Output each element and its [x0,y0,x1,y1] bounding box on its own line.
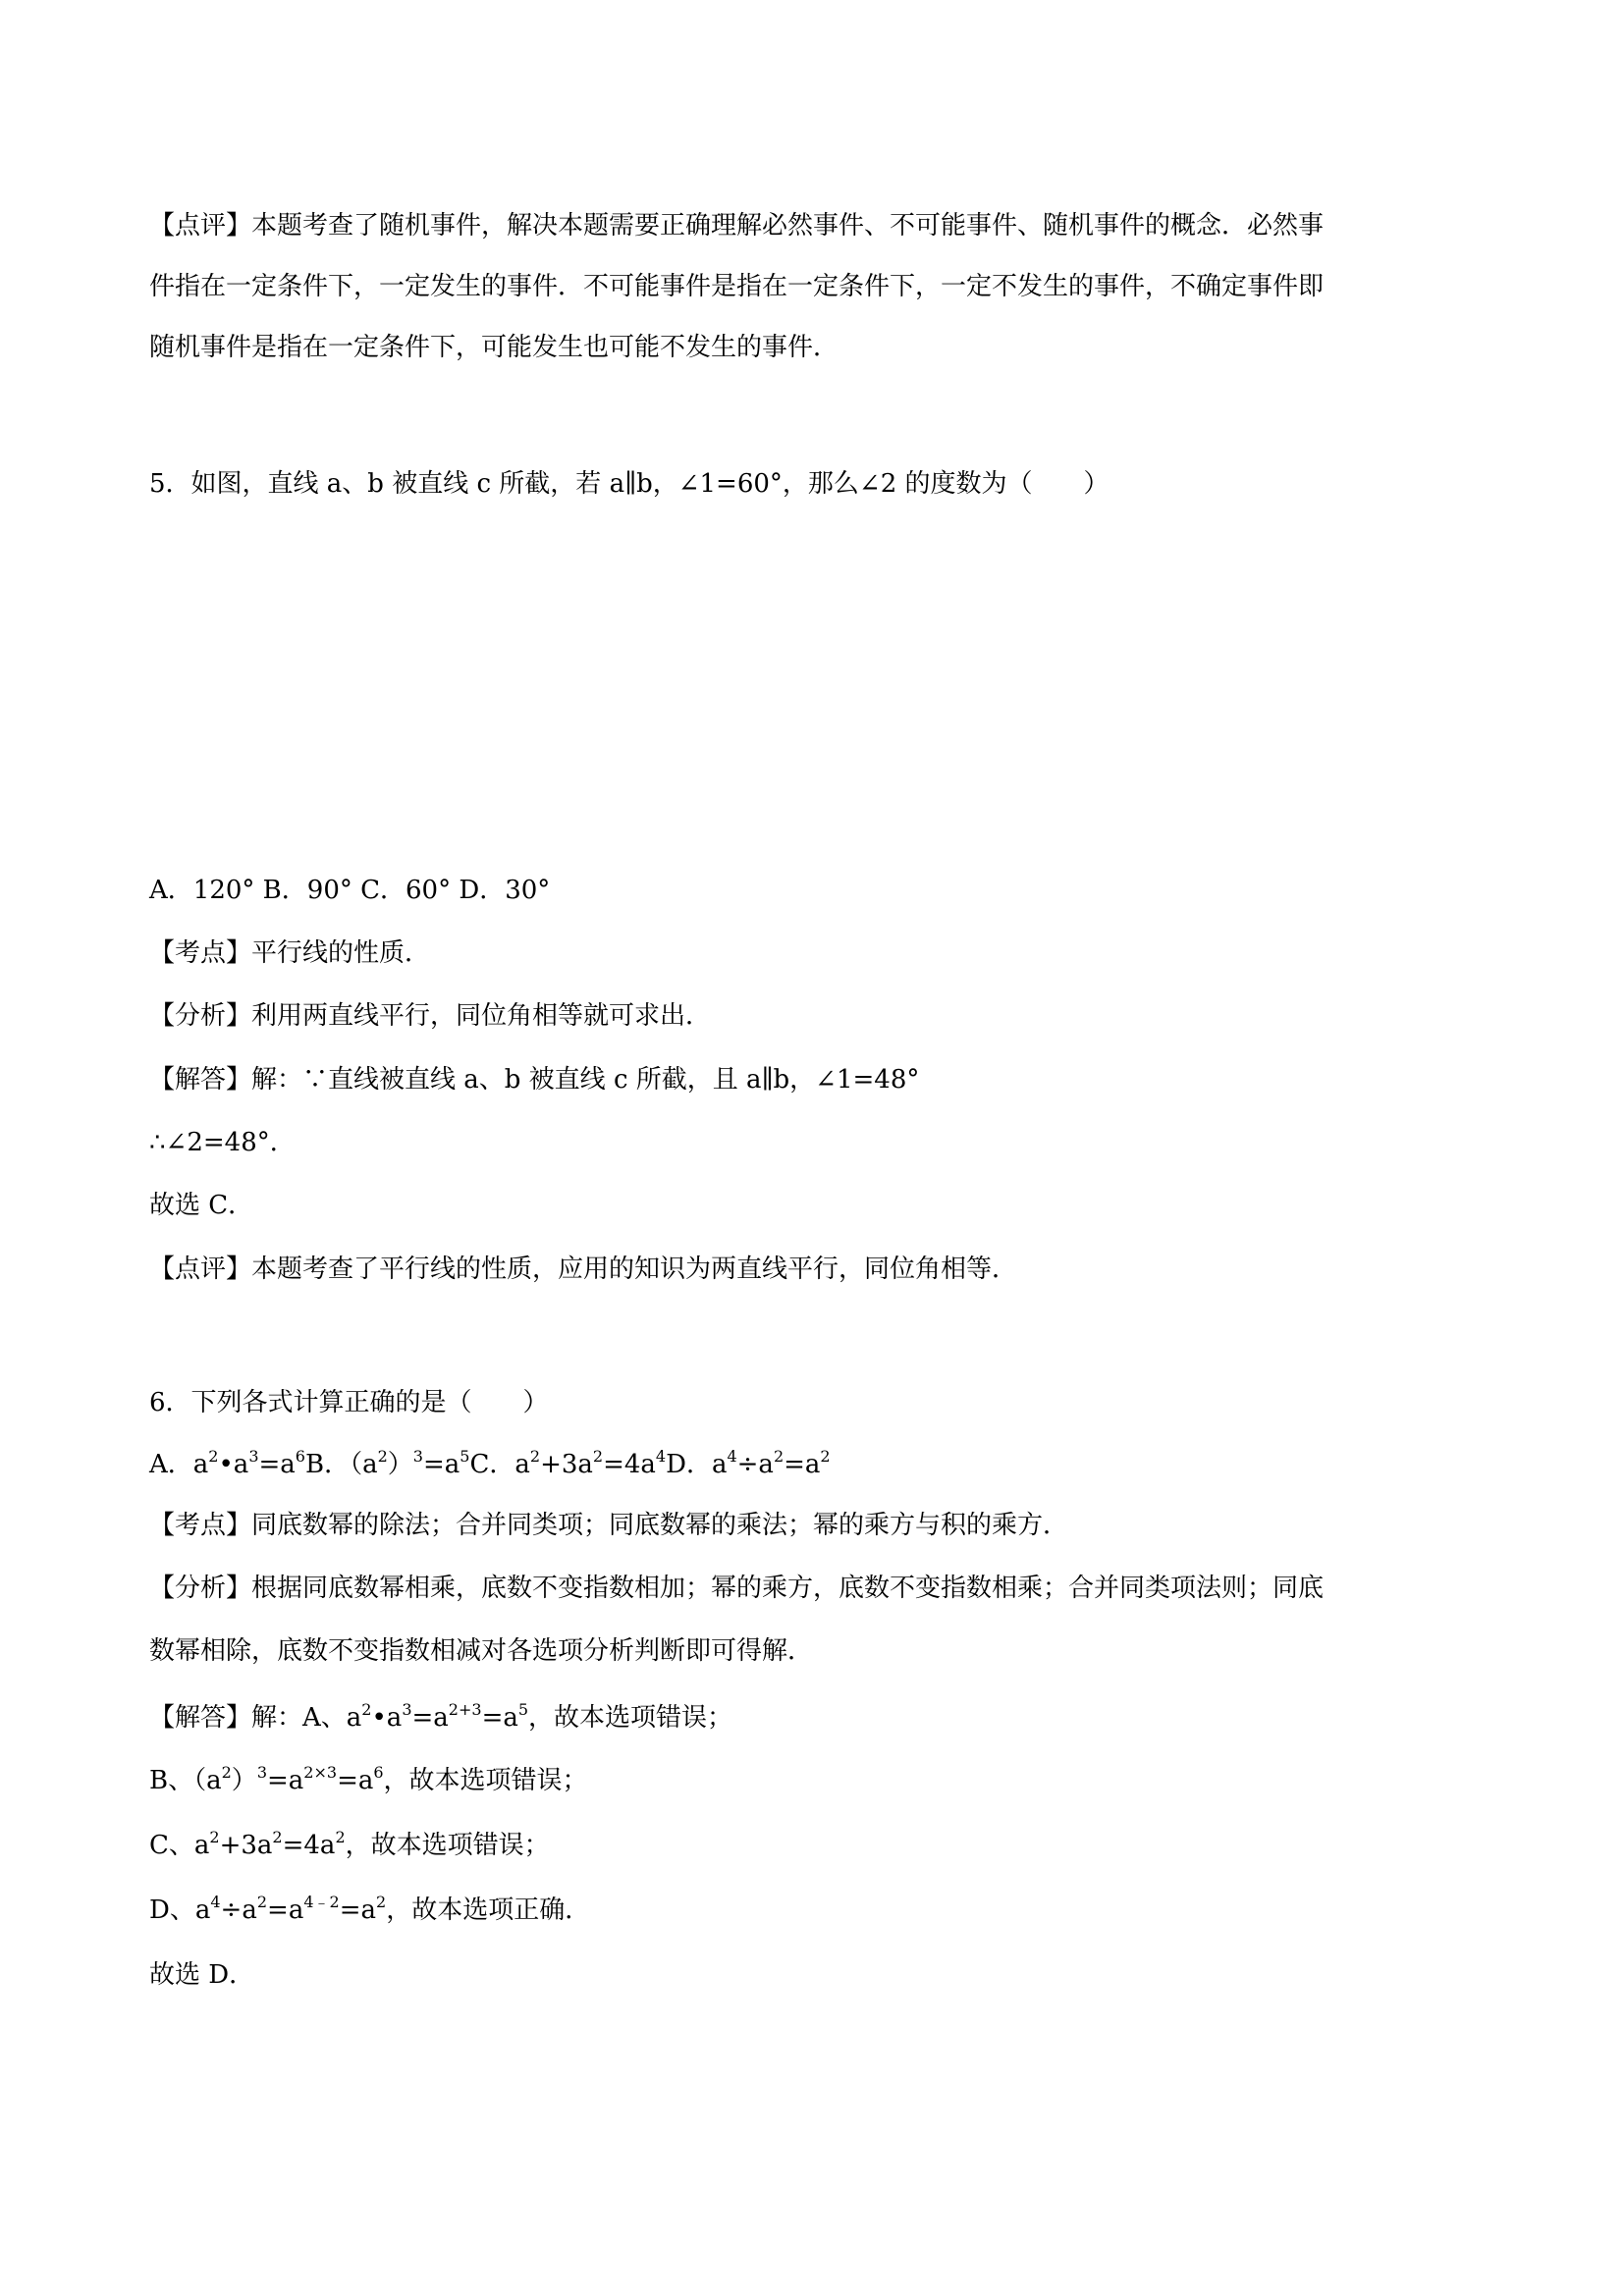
q6-fenxi-line-2: 数幂相除，底数不变指数相减对各选项分析判断即可得解． [149,1636,814,1666]
q6-jieda-c: C、$a^2+3a^2=4a^2$，故本选项错误； [149,1828,550,1860]
q4-comment-line-2: 件指在一定条件下，一定发生的事件．不可能事件是指在一定条件下，一定不发生的事件，不确定事件即 [149,272,1325,301]
q6-jieda-d: D、$a^4\div a^2=a^{4﹣2}=a^2$，故本选项正确． [149,1893,591,1925]
q5-fenxi: 【分析】利用两直线平行，同位角相等就可求出． [149,1001,712,1031]
q6-options: A．$a^2•a^3=a^6B$．$(a^2)^3=a^5C$．$a^2+3a^2=4a^4D$．$a^4\div a^2=a^2$ [149,1447,831,1479]
q5-options: A．120° B．90° C．60° D．30° [149,876,551,905]
q5-comment: 【点评】本题考查了平行线的性质，应用的知识为两直线平行，同位角相等． [149,1255,1018,1284]
q4-comment-line-3: 随机事件是指在一定条件下，可能发生也可能不发生的事件． [149,333,839,362]
q6-question: 6．下列各式计算正确的是（ ） [149,1388,549,1417]
q6-choice: 故选 D． [149,1960,255,1990]
q6-kaodian: 【考点】同底数幂的除法；合并同类项；同底数幂的乘法；幂的乘方与积的乘方． [149,1511,1069,1540]
q5-jieda: 【解答】解：∵直线被直线 a、b 被直线 c 所截，且 a∥b，∠1=48° [149,1065,920,1095]
q5-therefore: ∴∠2=48°． [149,1128,296,1157]
q6-jieda-a: 【解答】解：A、$a^2•a^3=a^{2+3}=a^5$，故本选项错误； [149,1700,733,1733]
q6-jieda-b: B、$(a^2)^3=a^{2\times 3}=a^6$，故本选项错误； [149,1763,588,1795]
q6-fenxi-line-1: 【分析】根据同底数幂相乘，底数不变指数相加；幂的乘方，底数不变指数相乘；合并同类项法则；同底 [149,1574,1325,1603]
q4-comment-line-1: 【点评】本题考查了随机事件，解决本题需要正确理解必然事件、不可能事件、随机事件的概念．必然事 [149,211,1325,240]
q5-question: 5．如图，直线 a、b 被直线 c 所截，若 a∥b，∠1=60°，那么∠2 的度数为（ ） [149,469,1110,499]
q5-choice: 故选 C． [149,1191,254,1220]
q5-kaodian: 【考点】平行线的性质． [149,938,431,968]
